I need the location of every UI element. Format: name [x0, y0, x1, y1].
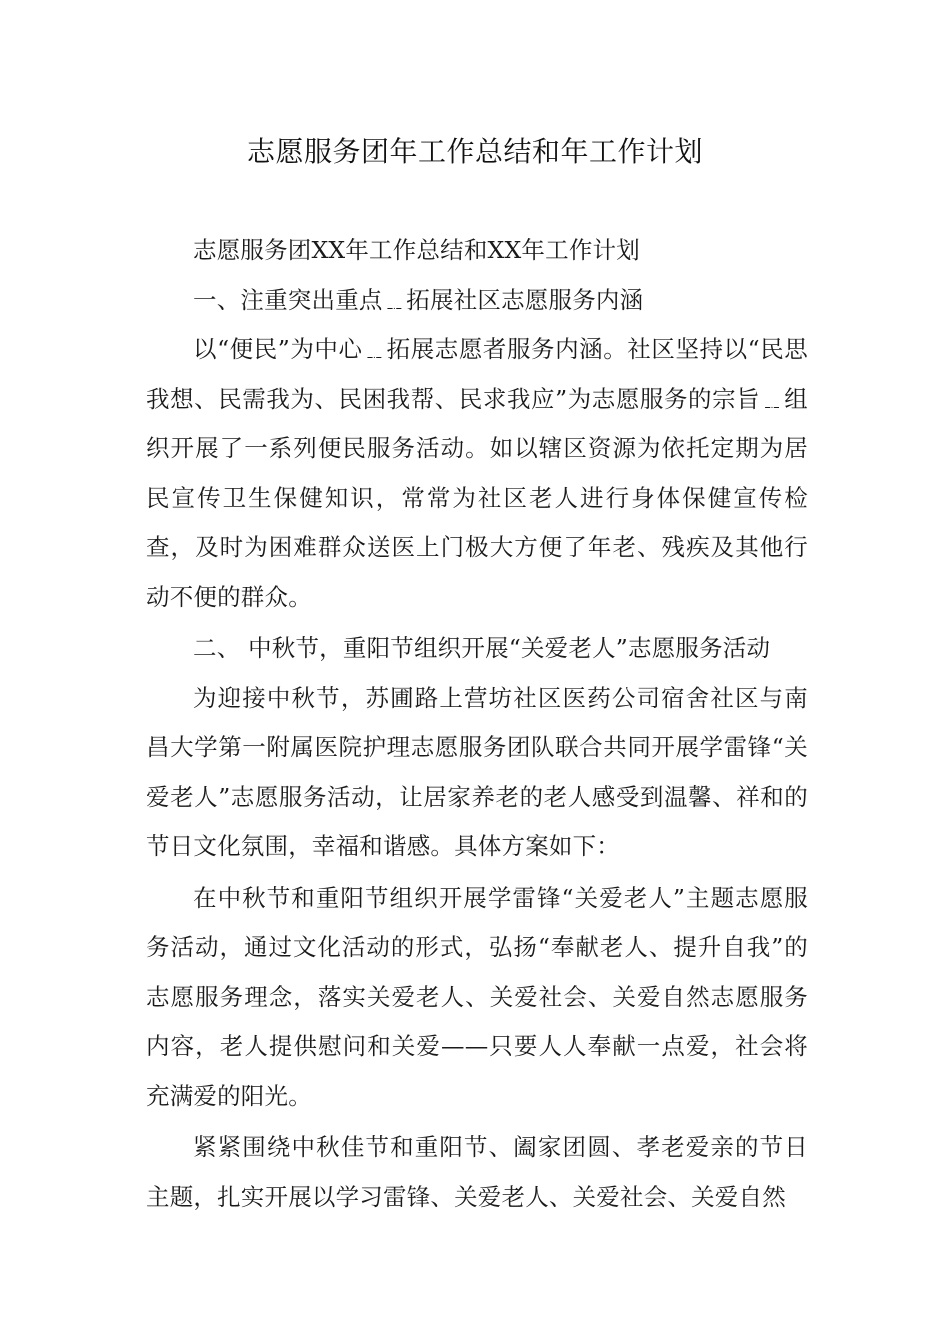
paragraph-convenience-service: 以“便民”为中心﹎拓展志愿者服务内涵。社区坚持以“民思我想、民需我为、民困我帮、民求我应”为志愿服务的宗旨﹎组织开展了一系列便民服务活动。如以辖区资源为依托定期为居民宣传卫生保健知识，常常为社区老人进行身体保健宣传检查，及时为困难群众送医上门极大方便了年老、残疾及其他行动不便的群众。 — [146, 335, 808, 611]
paragraph-theme-activity: 在中秋节和重阳节组织开展学雷锋“关爱老人”主题志愿服务活动，通过文化活动的形式，弘扬“奉献老人、提升自我”的志愿服务理念，落实关爱老人、关爱社会、关爱自然志愿服务内容，老人提供慰问和关爱——只要人人奉献一点爱，社会将充满爱的阳光。 — [146, 883, 808, 1110]
paragraph-mid-autumn: 为迎接中秋节，苏圃路上营坊社区医药公司宿舍社区与南昌大学第一附属医院护理志愿服务团队联合共同开展学雷锋“关爱老人”志愿服务活动，让居家养老的老人感受到温馨、祥和的节日文化氛围，幸福和谐感。具体方案如下： — [146, 683, 808, 860]
document-body — [146, 226, 808, 1222]
document-title: 志愿服务团年工作总结和年工作计划 — [246, 135, 703, 168]
section-heading-2: 二、 中秋节，重阳节组织开展“关爱老人”志愿服务活动 — [193, 634, 771, 662]
paragraph-festival-theme: 紧紧围绕中秋佳节和重阳节、阖家团圆、孝老爱亲的节日主题，扎实开展以学习雷锋、关爱老人、关爱社会、关爱自然 — [146, 1133, 808, 1211]
section-heading-1: 一、注重突出重点﹎拓展社区志愿服务内涵 — [193, 285, 644, 314]
paragraph-subtitle: 志愿服务团XX年工作总结和XX年工作计划 — [193, 236, 640, 264]
